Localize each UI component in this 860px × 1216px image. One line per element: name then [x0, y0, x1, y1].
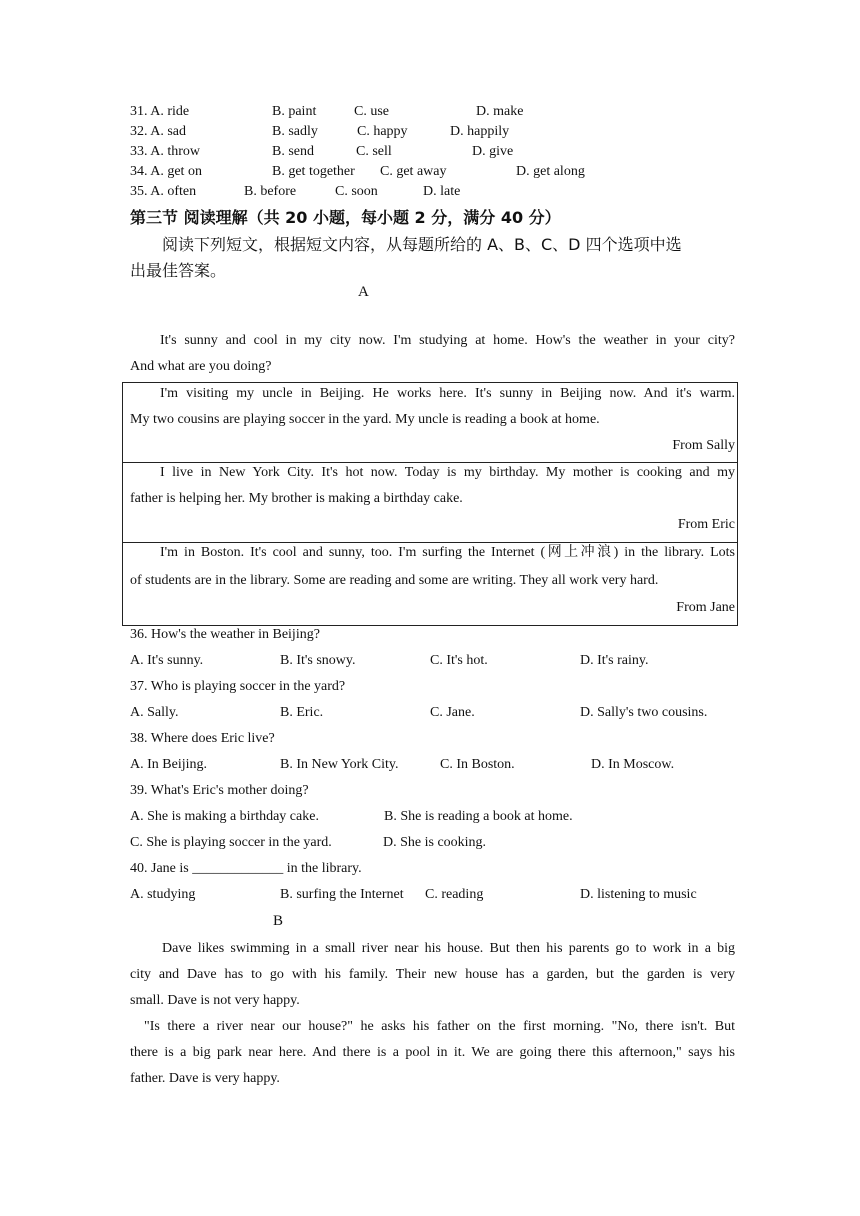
passage-b-label: B	[273, 913, 284, 929]
option-32-b: B. sadly	[272, 124, 318, 139]
option-32-a: 32. A. sad	[130, 124, 186, 139]
option-33-d: D. give	[472, 144, 514, 159]
section-instruction-line2: 出最佳答案。	[130, 261, 227, 280]
option-35-b: B. before	[244, 184, 297, 199]
reply-line: I live in New York City. It's hot now. Today is my birthday. My mother is cooking and my	[160, 465, 735, 480]
choice-a: A. It's sunny.	[130, 653, 204, 668]
option-35-c: C. soon	[335, 184, 378, 199]
passage-b-line: Dave likes swimming in a small river near his house. But then his parents go to work in a big	[162, 941, 735, 956]
question-stem: 39. What's Eric's mother doing?	[130, 783, 309, 798]
choice-c: C. It's hot.	[430, 653, 488, 668]
option-34-d: D. get along	[516, 164, 585, 179]
option-31-b: B. paint	[272, 104, 317, 119]
option-31-a: 31. A. ride	[130, 104, 190, 119]
choice-b: B. She is reading a book at home.	[384, 809, 573, 824]
reply-line: My two cousins are playing soccer in the yard. My uncle is reading a book at home.	[130, 412, 600, 427]
reply-line: of students are in the library. Some are reading and some are writing. They all work very hard.	[130, 573, 659, 588]
option-32-d: D. happily	[450, 124, 510, 139]
choice-c: C. In Boston.	[440, 757, 515, 772]
question-stem: 40. Jane is _____________ in the library.	[130, 861, 362, 876]
passage-b-line: city and Dave has to go with his family. Their new house has a garden, but the garden is very	[130, 967, 735, 982]
option-34-a: 34. A. get on	[130, 164, 202, 179]
choice-d: D. She is cooking.	[383, 835, 487, 850]
reply-line: I'm in Boston. It's cool and sunny, too. I'm surfing the Internet (网上冲浪) in the library. Lots	[160, 545, 735, 560]
option-35-a: 35. A. often	[130, 184, 197, 199]
choice-d: D. In Moscow.	[591, 757, 675, 772]
question-stem: 37. Who is playing soccer in the yard?	[130, 679, 346, 694]
choice-b: B. It's snowy.	[280, 653, 356, 668]
choice-d: D. Sally's two cousins.	[580, 705, 708, 720]
choice-c: C. reading	[425, 887, 484, 902]
passage-b-line: small. Dave is not very happy.	[130, 993, 300, 1008]
passage-b-line: "Is there a river near our house?" he asks his father on the first morning. "No, there isn't. But	[144, 1019, 735, 1034]
passage-a-intro-line1: It's sunny and cool in my city now. I'm studying at home. How's the weather in your city?	[160, 333, 735, 348]
option-33-a: 33. A. throw	[130, 144, 200, 159]
reply-signature: From Sally	[672, 438, 735, 453]
option-31-c: C. use	[354, 104, 389, 119]
passage-a-intro-line2: And what are you doing?	[130, 359, 272, 374]
question-stem: 36. How's the weather in Beijing?	[130, 627, 320, 642]
choice-c: C. Jane.	[430, 705, 475, 720]
choice-a: A. Sally.	[130, 705, 179, 720]
choice-b: B. surfing the Internet	[280, 887, 404, 902]
choice-a: A. She is making a birthday cake.	[130, 809, 319, 824]
reply-signature: From Eric	[677, 517, 735, 532]
choice-a: A. studying	[130, 887, 196, 902]
choice-d: D. It's rainy.	[580, 653, 649, 668]
option-33-c: C. sell	[356, 144, 392, 159]
reply-line: father is helping her. My brother is making a birthday cake.	[130, 491, 463, 506]
choice-b: B. In New York City.	[280, 757, 399, 772]
section-instruction-line1: 阅读下列短文，根据短文内容，从每题所给的 A、B、C、D 四个选项中选	[162, 235, 682, 254]
option-35-d: D. late	[423, 184, 461, 199]
passage-a-label: A	[358, 284, 369, 300]
choice-a: A. In Beijing.	[130, 757, 207, 772]
option-31-d: D. make	[476, 104, 524, 119]
reply-signature: From Jane	[676, 600, 735, 615]
passage-b-line: there is a big park near here. And there is a pool in it. We are going there this afternoon," says his	[130, 1045, 735, 1060]
choice-b: B. Eric.	[280, 705, 324, 720]
section-title: 第三节 阅读理解（共 20 小题，每小题 2 分，满分 40 分）	[130, 208, 561, 227]
passage-b-line: father. Dave is very happy.	[130, 1071, 280, 1086]
reply-line: I'm visiting my uncle in Beijing. He works here. It's sunny in Beijing now. And it's warm.	[160, 386, 735, 401]
choice-c: C. She is playing soccer in the yard.	[130, 835, 332, 850]
option-32-c: C. happy	[357, 124, 408, 139]
choice-d: D. listening to music	[580, 887, 697, 902]
option-34-b: B. get together	[272, 164, 355, 179]
question-stem: 38. Where does Eric live?	[130, 731, 275, 746]
option-34-c: C. get away	[380, 164, 447, 179]
option-33-b: B. send	[272, 144, 314, 159]
